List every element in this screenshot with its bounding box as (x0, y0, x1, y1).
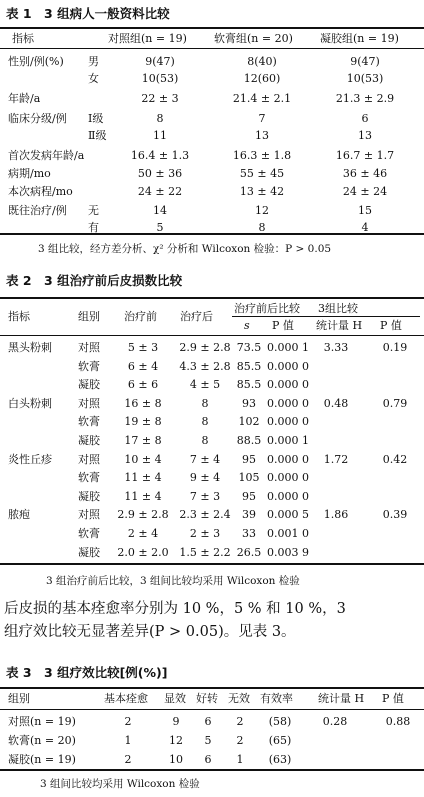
table1-cell: 16.4 ± 1.3 (130, 149, 190, 162)
table2-cell-after: 8 (201, 397, 209, 410)
body-paragraph-line2: 组疗效比较无显著差异(P > 0.05)。见表 3。 (4, 624, 296, 640)
table2-cell-after: 9 ± 4 (189, 471, 221, 484)
table2-cell-before: 11 ± 4 (124, 490, 162, 503)
table2-cell-h: 1.72 (323, 453, 349, 466)
table2-header-group: 组别 (78, 310, 100, 323)
table2-cell-s: 26.5 (236, 546, 262, 559)
table1-row-label: 病期/mo (8, 167, 51, 180)
table2-cell-s: 102 (238, 415, 260, 428)
table2-row-group: 凝胶 (78, 490, 100, 503)
table2-cell-p: 0.000 5 (267, 508, 309, 521)
table2-cell-s: 93 (242, 397, 256, 410)
table2-cell-s: 85.5 (236, 378, 262, 391)
table2-cell-before: 6 ± 4 (127, 360, 159, 373)
table1-row-label: 首次发病年龄/a (8, 149, 85, 162)
table3-header-cell: 显效 (164, 692, 186, 705)
table2-cell-after: 8 (201, 434, 209, 447)
table1-row-sublabel: 无 (88, 204, 99, 217)
table1-cell: 50 ± 36 (137, 167, 183, 180)
table3-cell: 2 (124, 715, 132, 728)
table2-row-group: 对照 (78, 453, 100, 466)
table1-row-label: 本次病程/mo (8, 185, 73, 198)
table2-cell-p2: 0.42 (382, 453, 408, 466)
table1-cell: 12 (255, 204, 269, 217)
table2-header-s: s (244, 319, 250, 332)
table2-cell-before: 5 ± 3 (127, 341, 159, 354)
table2-cell-p: 0.000 0 (267, 490, 309, 503)
table2-cell-p: 0.000 0 (267, 378, 309, 391)
table2-row-indicator: 白头粉刺 (8, 397, 52, 410)
table2-row-group: 软膏 (78, 471, 100, 484)
table2-header-rule (0, 335, 424, 336)
table1-row-label: 性别/例(%) (8, 55, 64, 68)
table1-row-label: 既往治疗/例 (8, 204, 67, 217)
table2-cell-p: 0.000 1 (267, 341, 309, 354)
table1-row-sublabel: 有 (88, 221, 99, 234)
table1-header-gel: 凝胶组(n = 19) (320, 32, 399, 45)
table1-cell: 16.3 ± 1.8 (232, 149, 292, 162)
table2-cell-p: 0.000 0 (267, 397, 309, 410)
table2-cell-h: 3.33 (323, 341, 349, 354)
table1-cell: 15 (358, 204, 372, 217)
table2-row-group: 对照 (78, 341, 100, 354)
table2-cell-s: 85.5 (236, 360, 262, 373)
table2-header-indicator: 指标 (8, 310, 30, 323)
table2-cell-s: 95 (242, 453, 256, 466)
table2-cell-h: 0.48 (323, 397, 349, 410)
table3-header-cell: 统计量 H (318, 692, 365, 705)
table3-cell: (65) (268, 734, 292, 747)
table1-cell: 8 (156, 112, 164, 125)
table2-cell-after: 2.9 ± 2.8 (179, 341, 231, 354)
table3-header-rule (0, 709, 424, 710)
table2-cell-s: 33 (242, 527, 256, 540)
table3-cell: 1 (236, 753, 244, 766)
table2-cell-before: 2 ± 4 (127, 527, 159, 540)
table3-cell: 10 (169, 753, 183, 766)
table2-cell-after: 4 ± 5 (189, 378, 221, 391)
table2-top-rule (0, 297, 424, 299)
table2-cell-p: 0.000 0 (267, 360, 309, 373)
table1-cell: 14 (153, 204, 167, 217)
table2-cell-before: 19 ± 8 (124, 415, 162, 428)
table3-top-rule (0, 687, 424, 689)
table1-header-ointment: 软膏组(n = 20) (214, 32, 293, 45)
table3-header-cell: 有效率 (260, 692, 293, 705)
table2-header-before: 治疗前 (124, 310, 157, 323)
table2-header-between: 3组比较 (318, 302, 358, 315)
table3-cell: 6 (204, 753, 212, 766)
table3-header-cell: P 值 (382, 692, 404, 705)
table1-header-control: 对照组(n = 19) (108, 32, 187, 45)
table3-row-group: 对照(n = 19) (8, 715, 76, 728)
table1-bottom-rule (0, 233, 424, 235)
table2-row-group: 软膏 (78, 360, 100, 373)
table3-cell: 9 (172, 715, 180, 728)
table2-row-indicator: 黑头粉刺 (8, 341, 52, 354)
table3-row-group: 软膏(n = 20) (8, 734, 76, 747)
table3-cell: (58) (268, 715, 292, 728)
table2-cell-before: 11 ± 4 (124, 471, 162, 484)
table1-cell: 6 (361, 112, 369, 125)
table1-cell: 9(47) (350, 55, 380, 68)
table2-cell-h: 1.86 (323, 508, 349, 521)
table2-cell-s: 95 (242, 490, 256, 503)
table3-row-group: 凝胶(n = 19) (8, 753, 76, 766)
table2-cell-before: 16 ± 8 (124, 397, 162, 410)
table2-header-p: P 值 (272, 319, 294, 332)
table3-cell: 0.88 (385, 715, 411, 728)
table2-cell-p: 0.001 0 (267, 527, 309, 540)
table2-row-group: 软膏 (78, 527, 100, 540)
table2-prepost-subrule (232, 316, 312, 317)
table2-cell-p2: 0.39 (382, 508, 408, 521)
table2-cell-after: 2 ± 3 (189, 527, 221, 540)
table2-footnote: 3 组治疗前后比较，3 组间比较均采用 Wilcoxon 检验 (46, 575, 300, 587)
table2-cell-s: 88.5 (236, 434, 262, 447)
table2-row-indicator: 脓疱 (8, 508, 30, 521)
table2-header-p2: P 值 (380, 319, 402, 332)
table2-cell-p: 0.000 0 (267, 453, 309, 466)
table1-cell: 55 ± 45 (239, 167, 285, 180)
table2-cell-p2: 0.19 (382, 341, 408, 354)
table2-between-subrule (312, 316, 420, 317)
table1-header-indicator: 指标 (12, 32, 34, 45)
table2-caption: 表 2 3 组治疗前后皮损数比较 (6, 273, 183, 288)
table2-row-group: 软膏 (78, 415, 100, 428)
table2-cell-before: 10 ± 4 (124, 453, 162, 466)
body-paragraph-line1: 后皮损的基本痊愈率分别为 10 %，5 % 和 10 %，3 (4, 601, 346, 617)
table1-caption: 表 1 3 组病人一般资料比较 (6, 6, 170, 21)
table2-header-stat: 统计量 H (316, 319, 363, 332)
table1-cell: 22 ± 3 (141, 92, 179, 105)
table3-header-cell: 组别 (8, 692, 30, 705)
table1-cell: 8 (258, 221, 266, 234)
table2-cell-before: 6 ± 6 (127, 378, 159, 391)
table2-cell-before: 17 ± 8 (124, 434, 162, 447)
table2-cell-before: 2.9 ± 2.8 (117, 508, 169, 521)
table1-header-rule (0, 48, 424, 49)
table1-cell: 16.7 ± 1.7 (335, 149, 395, 162)
table1-row-label: 年龄/a (8, 92, 41, 105)
table1-row-sublabel: 男 (88, 55, 99, 68)
table1-cell: 24 ± 22 (137, 185, 183, 198)
table1-cell: 24 ± 24 (342, 185, 388, 198)
table3-header-cell: 无效 (228, 692, 250, 705)
table3-cell: 2 (236, 734, 244, 747)
table2-cell-p: 0.000 1 (267, 434, 309, 447)
table2-cell-p: 0.003 9 (267, 546, 309, 559)
table3-cell: 0.28 (322, 715, 348, 728)
table1-cell: 9(47) (145, 55, 175, 68)
table3-cell: 12 (169, 734, 183, 747)
table2-cell-p: 0.000 0 (267, 471, 309, 484)
table3-cell: 5 (204, 734, 212, 747)
table1-cell: 21.3 ± 2.9 (335, 92, 395, 105)
table2-row-group: 凝胶 (78, 434, 100, 447)
table1-row-sublabel: 女 (88, 72, 99, 85)
table2-cell-p: 0.000 0 (267, 415, 309, 428)
table1-row-sublabel: Ⅰ级 (88, 112, 104, 125)
table3-cell: 2 (236, 715, 244, 728)
table3-bottom-rule (0, 769, 424, 771)
table2-bottom-rule (0, 563, 424, 565)
table2-cell-after: 4.3 ± 2.8 (179, 360, 231, 373)
table1-cell: 10(53) (346, 72, 384, 85)
table2-cell-after: 7 ± 3 (189, 490, 221, 503)
table1-cell: 13 ± 42 (239, 185, 285, 198)
table2-row-group: 对照 (78, 397, 100, 410)
table1-cell: 13 (255, 129, 269, 142)
table2-cell-after: 1.5 ± 2.2 (179, 546, 231, 559)
table1-top-rule (0, 27, 424, 29)
table2-header-prepost: 治疗前后比较 (234, 302, 300, 315)
table2-header-after: 治疗后 (180, 310, 213, 323)
table3-caption: 表 3 3 组疗效比较[例(%)] (6, 665, 168, 680)
table1-row-sublabel: Ⅱ级 (88, 129, 107, 142)
table2-row-indicator: 炎性丘疹 (8, 453, 52, 466)
table3-cell: 2 (124, 753, 132, 766)
table2-cell-s: 73.5 (236, 341, 262, 354)
table1-row-label: 临床分级/例 (8, 112, 67, 125)
table3-header-cell: 好转 (196, 692, 218, 705)
table3-cell: 1 (124, 734, 132, 747)
table1-cell: 7 (258, 112, 266, 125)
table1-cell: 4 (361, 221, 369, 234)
table3-cell: 6 (204, 715, 212, 728)
table1-cell: 21.4 ± 2.1 (232, 92, 292, 105)
table1-cell: 10(53) (141, 72, 179, 85)
table1-footnote: 3 组比较，经方差分析、χ² 分析和 Wilcoxon 检验：P > 0.05 (38, 243, 332, 255)
table2-cell-before: 2.0 ± 2.0 (117, 546, 169, 559)
table2-cell-after: 2.3 ± 2.4 (179, 508, 231, 521)
table2-row-group: 对照 (78, 508, 100, 521)
table3-cell: (63) (268, 753, 292, 766)
table1-cell: 36 ± 46 (342, 167, 388, 180)
table2-cell-s: 39 (242, 508, 256, 521)
table1-cell: 11 (153, 129, 167, 142)
table1-cell: 13 (358, 129, 372, 142)
table2-cell-p2: 0.79 (382, 397, 408, 410)
table1-cell: 12(60) (243, 72, 281, 85)
table2-cell-after: 8 (201, 415, 209, 428)
table2-cell-after: 7 ± 4 (189, 453, 221, 466)
table3-footnote: 3 组间比较均采用 Wilcoxon 检验 (40, 778, 200, 790)
table1-cell: 8(40) (247, 55, 277, 68)
table1-cell: 5 (156, 221, 164, 234)
table2-cell-s: 105 (238, 471, 260, 484)
table3-header-cell: 基本痊愈 (104, 692, 148, 705)
table2-row-group: 凝胶 (78, 546, 100, 559)
table2-row-group: 凝胶 (78, 378, 100, 391)
